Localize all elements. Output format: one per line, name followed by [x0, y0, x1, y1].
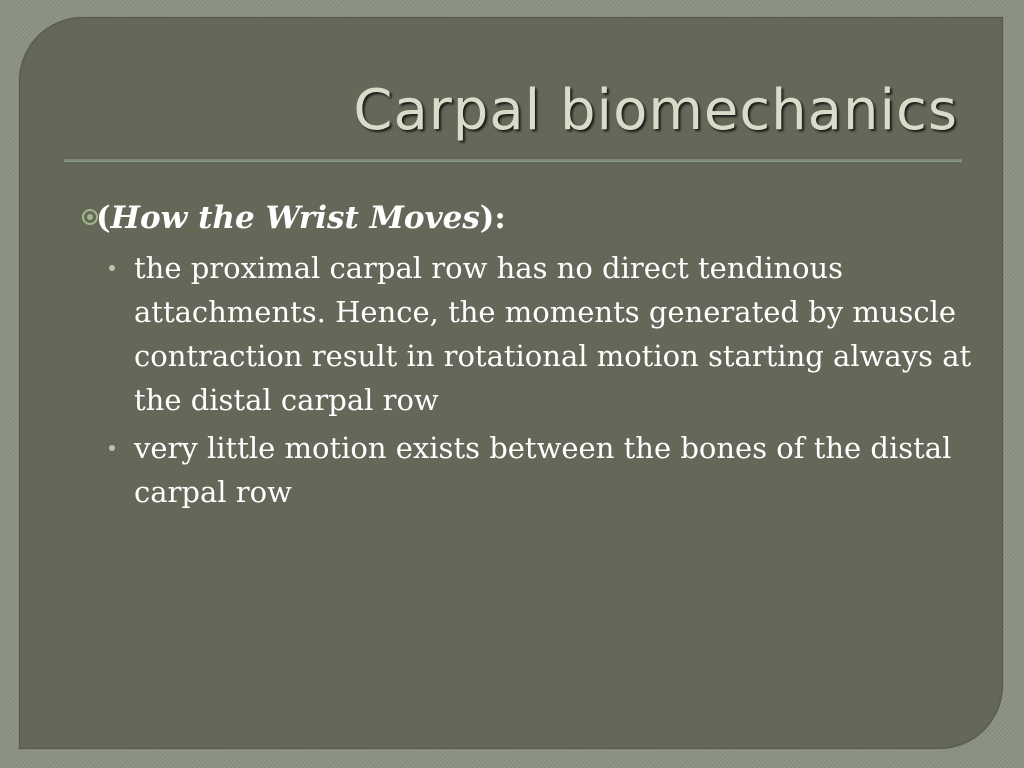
sub-bullet-text: the proximal carpal row has no direct tendinous attachments. Hence, the moments generated by muscle contraction result in rotational motion starting always at the distal carpal row: [134, 251, 972, 417]
sub-bullet-item: [92, 246, 972, 422]
sub-bullet-item: [92, 426, 972, 514]
circled-dot-icon: [82, 209, 98, 225]
sub-bullet-list: [92, 246, 972, 514]
heading-italic-text: How the Wrist Moves: [110, 200, 480, 236]
title-divider: [64, 159, 962, 162]
dot-icon: [109, 445, 115, 451]
heading-bullet: [92, 196, 972, 240]
heading-open-paren: (: [96, 200, 111, 236]
sub-bullet-text: very little motion exists between the bones of the distal carpal row: [134, 431, 952, 509]
slide-title: Carpal biomechanics: [353, 78, 958, 143]
dot-icon: [109, 265, 115, 271]
heading-close: ):: [479, 200, 506, 236]
slide-content: [92, 196, 972, 518]
